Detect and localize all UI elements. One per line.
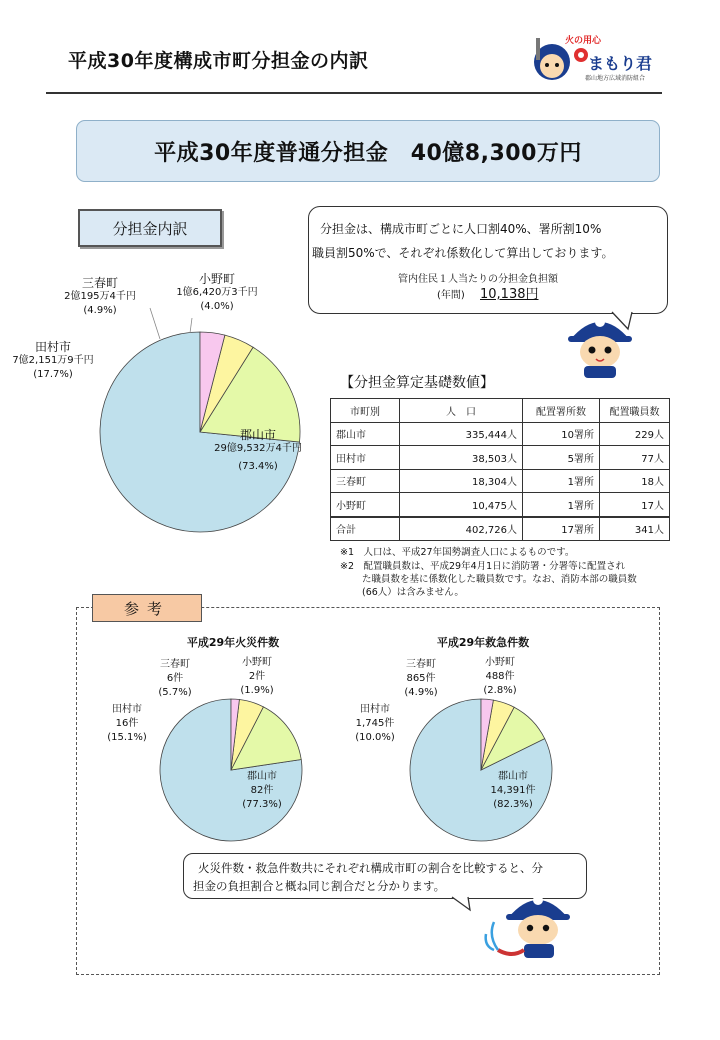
fire-ono-percent: (1.9%)	[240, 685, 274, 696]
amb-ono-count: 488件	[485, 671, 515, 682]
fire-chart-title: 平成29年火災件数	[186, 636, 280, 649]
hose-mascot-icon	[484, 878, 584, 968]
fire-label-miharu	[144, 658, 206, 700]
table-cell: 1署所	[523, 493, 600, 517]
fire-label-ono	[228, 656, 286, 698]
total-contribution-banner: 平成30年度普通分担金 40億8,300万円	[76, 120, 660, 182]
note-2-line-1: ※2 配置職員数は、平成29年4月1日に消防署・分署等に配置され	[340, 561, 626, 572]
bubble-line-2: 職員割50%で、それぞれ係数化して算出しております。	[312, 246, 614, 260]
main-koriyama-name: 郡山市	[239, 428, 276, 442]
page-title: 平成30年度構成市町分担金の内訳	[68, 50, 369, 72]
logo-subtitle: 郡山地方広域消防組合	[585, 75, 646, 82]
table-cell: 402,726人	[400, 517, 523, 541]
table-cell: 郡山市	[331, 422, 400, 446]
per-capita-amount: 10,138円	[480, 287, 539, 302]
amb-tamura-percent: (10.0%)	[355, 732, 395, 743]
table-cell: 5署所	[523, 446, 600, 470]
ref-bubble-tail	[450, 896, 480, 912]
table-row	[331, 493, 670, 517]
amb-label-miharu	[393, 658, 449, 700]
main-miharu-percent: (4.9%)	[83, 305, 117, 316]
fire-miharu-percent: (5.7%)	[158, 687, 192, 698]
main-label-miharu	[50, 276, 150, 318]
table-row	[331, 446, 670, 470]
main-label-tamura	[10, 340, 96, 382]
note-2-line-3: (66人）は含みません。	[362, 587, 464, 598]
table-cell: 17署所	[523, 517, 600, 541]
logo-catchphrase: 火の用心	[565, 36, 602, 46]
amb-label-ono	[472, 656, 528, 698]
table-total-row	[331, 517, 670, 541]
main-tamura-percent: (17.7%)	[33, 369, 73, 380]
table-cell: 229人	[600, 422, 670, 446]
fire-label-koriyama	[222, 770, 302, 812]
table-cell: 10,475人	[400, 493, 523, 517]
reference-label: 参考	[92, 594, 202, 622]
bubble-line-1: 分担金は、構成市町ごとに人口割40%、署所割10%	[320, 222, 602, 236]
note-2-line-2: た職員数を基に係数化した職員数です。なお、消防本部の職員数	[362, 574, 637, 585]
basis-table-title: 【分担金算定基礎数値】	[340, 375, 494, 391]
table-row	[331, 422, 670, 446]
table-cell: 田村市	[331, 446, 400, 470]
note-1: ※1 人口は、平成27年国勢調査人口によるものです。	[340, 547, 575, 558]
amb-koriyama-name: 郡山市	[498, 771, 528, 782]
table-header: 配置職員数	[600, 399, 670, 423]
reference-comment-line-2: 担金の負担割合と概ね同じ割合だと分かります。	[193, 879, 446, 893]
fire-tamura-percent: (15.1%)	[107, 732, 147, 743]
amb-tamura-name: 田村市	[360, 704, 390, 715]
fire-miharu-count: 6件	[166, 673, 184, 684]
main-miharu-amount: 2億195万4千円	[64, 291, 136, 302]
ambulance-chart-title: 平成29年救急件数	[436, 636, 530, 649]
title-divider	[46, 92, 662, 94]
main-ono-percent: (4.0%)	[200, 301, 234, 312]
breakdown-label: 分担金内訳	[78, 209, 222, 247]
fire-ono-name: 小野町	[242, 657, 272, 668]
basis-table	[330, 398, 670, 541]
fire-tamura-count: 16件	[115, 718, 139, 729]
table-cell: 1署所	[523, 469, 600, 493]
fire-koriyama-name: 郡山市	[247, 771, 277, 782]
table-row	[331, 469, 670, 493]
fire-tamura-name: 田村市	[112, 704, 142, 715]
table-header: 配置署所数	[523, 399, 600, 423]
main-label-koriyama	[200, 428, 316, 474]
fire-koriyama-percent: (77.3%)	[242, 799, 282, 810]
reference-comment-line-1: 火災件数・救急件数共にそれぞれ構成市町の割合を比較すると、分	[198, 861, 543, 875]
table-cell: 合計	[331, 517, 400, 541]
fire-miharu-name: 三春町	[160, 659, 190, 670]
per-capita-period: (年間)	[437, 290, 465, 301]
main-ono-amount: 1億6,420万3千円	[176, 287, 258, 298]
table-header: 人 口	[400, 399, 523, 423]
firefighter-mascot-icon	[566, 306, 634, 378]
amb-koriyama-percent: (82.3%)	[493, 799, 533, 810]
main-miharu-name: 三春町	[81, 276, 118, 290]
amb-tamura-count: 1,745件	[355, 718, 395, 729]
table-cell: 10署所	[523, 422, 600, 446]
amb-miharu-name: 三春町	[406, 659, 436, 670]
main-koriyama-amount: 29億9,532万4千円	[214, 443, 302, 454]
table-header: 市町別	[331, 399, 400, 423]
table-cell: 18,304人	[400, 469, 523, 493]
amb-label-koriyama	[473, 770, 553, 812]
amb-ono-percent: (2.8%)	[483, 685, 517, 696]
table-cell: 18人	[600, 469, 670, 493]
main-koriyama-percent: (73.4%)	[238, 461, 278, 472]
per-capita-caption: 管内住民１人当たりの分担金負担額	[398, 274, 558, 285]
main-ono-name: 小野町	[198, 272, 235, 286]
table-cell: 17人	[600, 493, 670, 517]
table-cell: 38,503人	[400, 446, 523, 470]
amb-miharu-percent: (4.9%)	[404, 687, 438, 698]
main-label-ono	[165, 272, 269, 314]
amb-ono-name: 小野町	[485, 657, 515, 668]
table-cell: 341人	[600, 517, 670, 541]
main-tamura-amount: 7億2,151万9千円	[12, 355, 94, 366]
table-header-row	[331, 399, 670, 423]
table-cell: 77人	[600, 446, 670, 470]
amb-koriyama-count: 14,391件	[490, 785, 536, 796]
amb-label-tamura	[344, 703, 406, 745]
main-tamura-name: 田村市	[34, 340, 71, 354]
fire-label-tamura	[96, 703, 158, 745]
amb-miharu-count: 865件	[406, 673, 436, 684]
fire-koriyama-count: 82件	[250, 785, 274, 796]
fire-ono-count: 2件	[248, 671, 266, 682]
table-cell: 小野町	[331, 493, 400, 517]
table-cell: 335,444人	[400, 422, 523, 446]
logo-text: まもり君	[588, 54, 653, 73]
table-cell: 三春町	[331, 469, 400, 493]
